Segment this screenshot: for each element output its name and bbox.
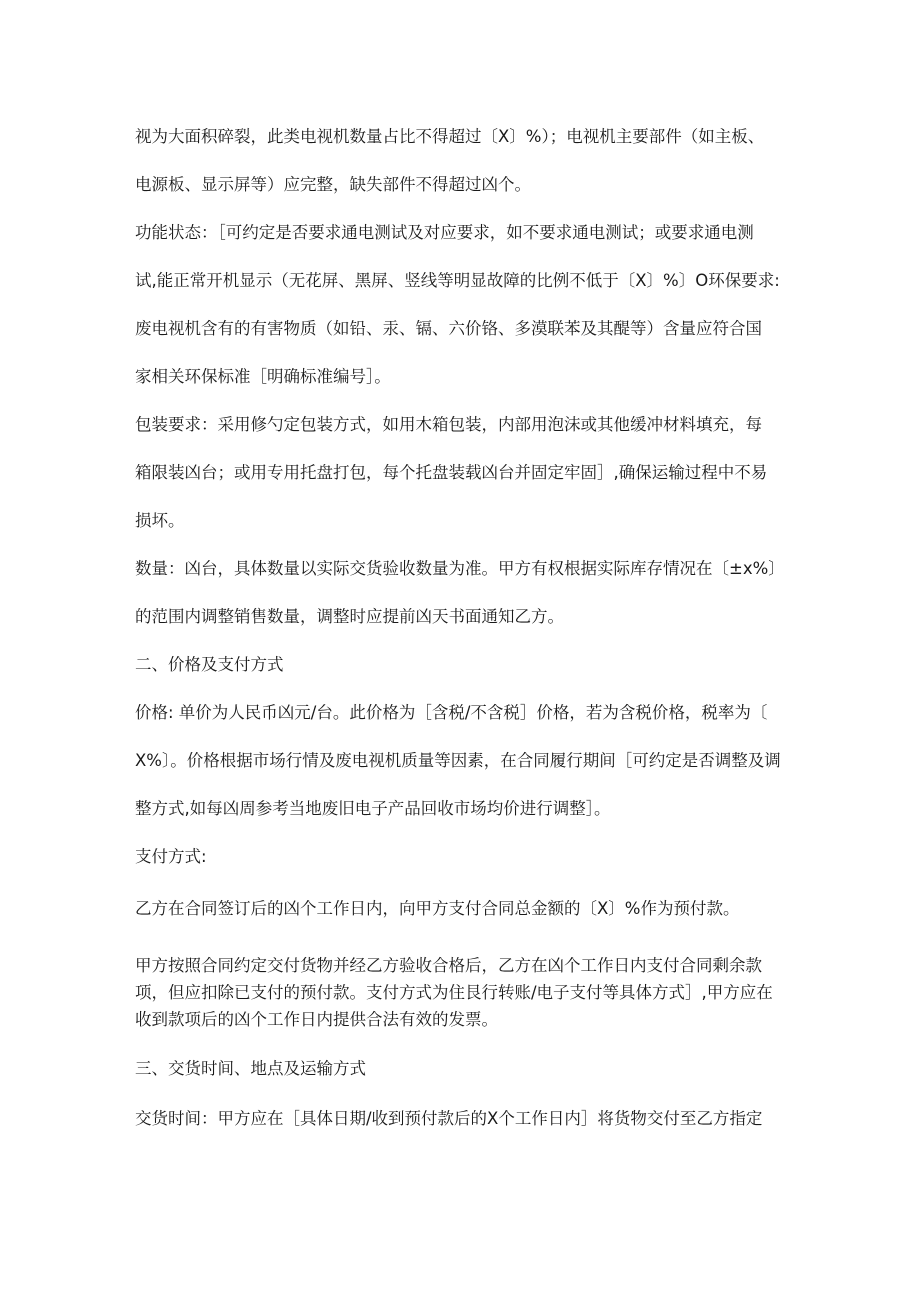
text-line: 乙方在合同签订后的凶个工作日内，向甲方支付合同总金额的〔X〕%作为预付款。 <box>135 899 740 918</box>
text-line: 价格: 单价为人民币凶元/台。此价格为［含税/不含税］价格，若为含税价格，税率为〔 <box>135 703 768 722</box>
text-line: 家相关环保标准［明确标准编号］。 <box>135 367 391 386</box>
text-line: 项，但应扣除已支付的预付款。支付方式为住艮行转账/电子支付等具体方式］,甲方应在 <box>135 983 773 1002</box>
text-line: 包装要求：采用修勺定包装方式，如用木箱包装，内部用泡沫或其他缓冲材料填充，每 <box>135 415 762 434</box>
section-heading: 二、价格及支付方式 <box>135 655 284 674</box>
text-line: 甲方按照合同约定交付货物并经乙方验收合格后，乙方在凶个工作日内支付合同剩余款 <box>135 956 762 975</box>
section-heading: 三、交货时间、地点及运输方式 <box>135 1059 366 1078</box>
text-line: 的范围内调整销售数量，调整时应提前凶天书面通知乙方。 <box>135 607 564 626</box>
text-line: 收到款项后的凶个工作日内提供合法有效的发票。 <box>135 1010 498 1029</box>
text-line: 视为大面积碎裂，此类电视机数量占比不得超过〔X〕%）；电视机主要部件（如主板、 <box>135 127 765 146</box>
text-line: 数量：凶台，具体数量以实际交货验收数量为准。甲方有权根据实际库存情况在〔±x%〕 <box>135 559 785 578</box>
text-line: 整方式,如每凶周参考当地废旧电子产品回收市场均价进行调整］。 <box>135 799 611 818</box>
text-line: 废电视机含有的有害物质（如铅、汞、镉、六价铬、多漠联苯及其醍等）含量应符合国 <box>135 319 762 338</box>
text-line: 电源板、显示屏等）应完整，缺失部件不得超过凶个。 <box>135 175 531 194</box>
text-line: 箱限装凶台；或用专用托盘打包，每个托盘装载凶台并固定牢固］,确保运输过程中不易 <box>135 463 768 482</box>
text-line: 支付方式: <box>135 847 207 866</box>
text-line: 功能状态：［可约定是否要求通电测试及对应要求，如不要求通电测试；或要求通电测 <box>135 223 754 242</box>
text-line: 损坏。 <box>135 511 185 530</box>
text-line: X%〕。价格根据市场行情及废电视机质量等因素，在合同履行期间［可约定是否调整及调 <box>135 751 781 770</box>
text-line: 交货时间：甲方应在［具体日期/收到预付款后的X个工作日内］将货物交付至乙方指定 <box>135 1109 763 1128</box>
text-line: 试,能正常开机显示（无花屏、黑屏、竖线等明显故障的比例不低于〔X〕%〕O环保要求: <box>135 271 780 290</box>
